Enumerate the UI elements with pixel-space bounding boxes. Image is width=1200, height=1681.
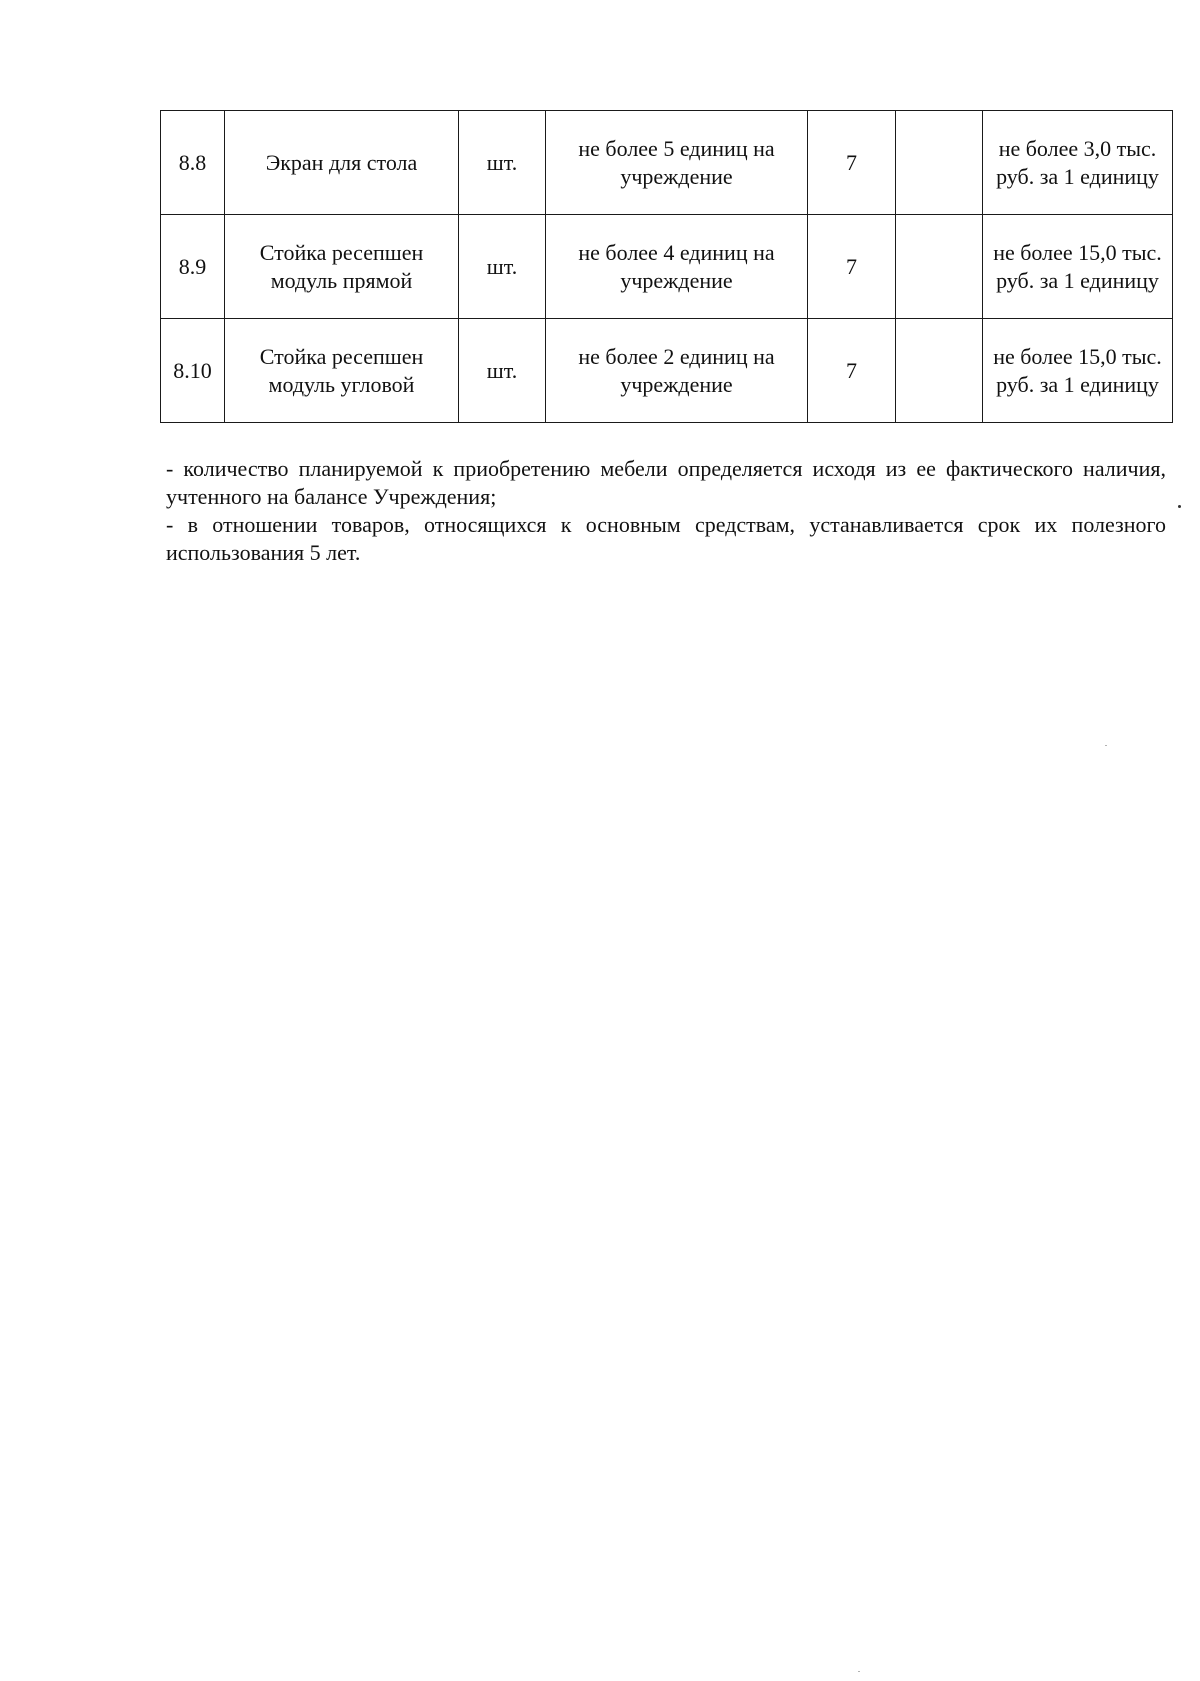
notes-block (166, 455, 1166, 567)
scan-speck (858, 1671, 860, 1672)
table-row (161, 111, 1173, 215)
price-cell: не более 15,0 тыс. руб. за 1 единицу (983, 215, 1173, 319)
term-cell: 7 (808, 215, 896, 319)
empty-cell (896, 215, 983, 319)
item-name-cell: Стойка ресепшен модуль угловой (225, 319, 459, 423)
price-cell: не более 15,0 тыс. руб. за 1 единицу (983, 319, 1173, 423)
note-paragraph: - количество планируемой к приобретению мебели определяется исходя из ее фактического наличия, учтенного на балансе Учреждения; (166, 456, 1166, 509)
scan-speck (1178, 505, 1181, 508)
unit-cell: шт. (459, 319, 546, 423)
quantity-cell: не более 2 единиц на учреждение (546, 319, 808, 423)
quantity-cell: не более 5 единиц на учреждение (546, 111, 808, 215)
term-cell: 7 (808, 111, 896, 215)
row-number-cell: 8.8 (161, 111, 225, 215)
price-cell: не более 3,0 тыс. руб. за 1 единицу (983, 111, 1173, 215)
table-row (161, 319, 1173, 423)
furniture-norms-table (160, 110, 1173, 423)
item-name-cell: Стойка ресепшен модуль прямой (225, 215, 459, 319)
unit-cell: шт. (459, 111, 546, 215)
table-row (161, 215, 1173, 319)
term-cell: 7 (808, 319, 896, 423)
item-name-cell: Экран для стола (225, 111, 459, 215)
row-number-cell: 8.9 (161, 215, 225, 319)
unit-cell: шт. (459, 215, 546, 319)
empty-cell (896, 111, 983, 215)
row-number-cell: 8.10 (161, 319, 225, 423)
empty-cell (896, 319, 983, 423)
scan-speck (1105, 745, 1107, 746)
quantity-cell: не более 4 единиц на учреждение (546, 215, 808, 319)
note-paragraph: - в отношении товаров, относящихся к основным средствам, устанавливается срок их полезного использования 5 лет. (166, 512, 1166, 565)
